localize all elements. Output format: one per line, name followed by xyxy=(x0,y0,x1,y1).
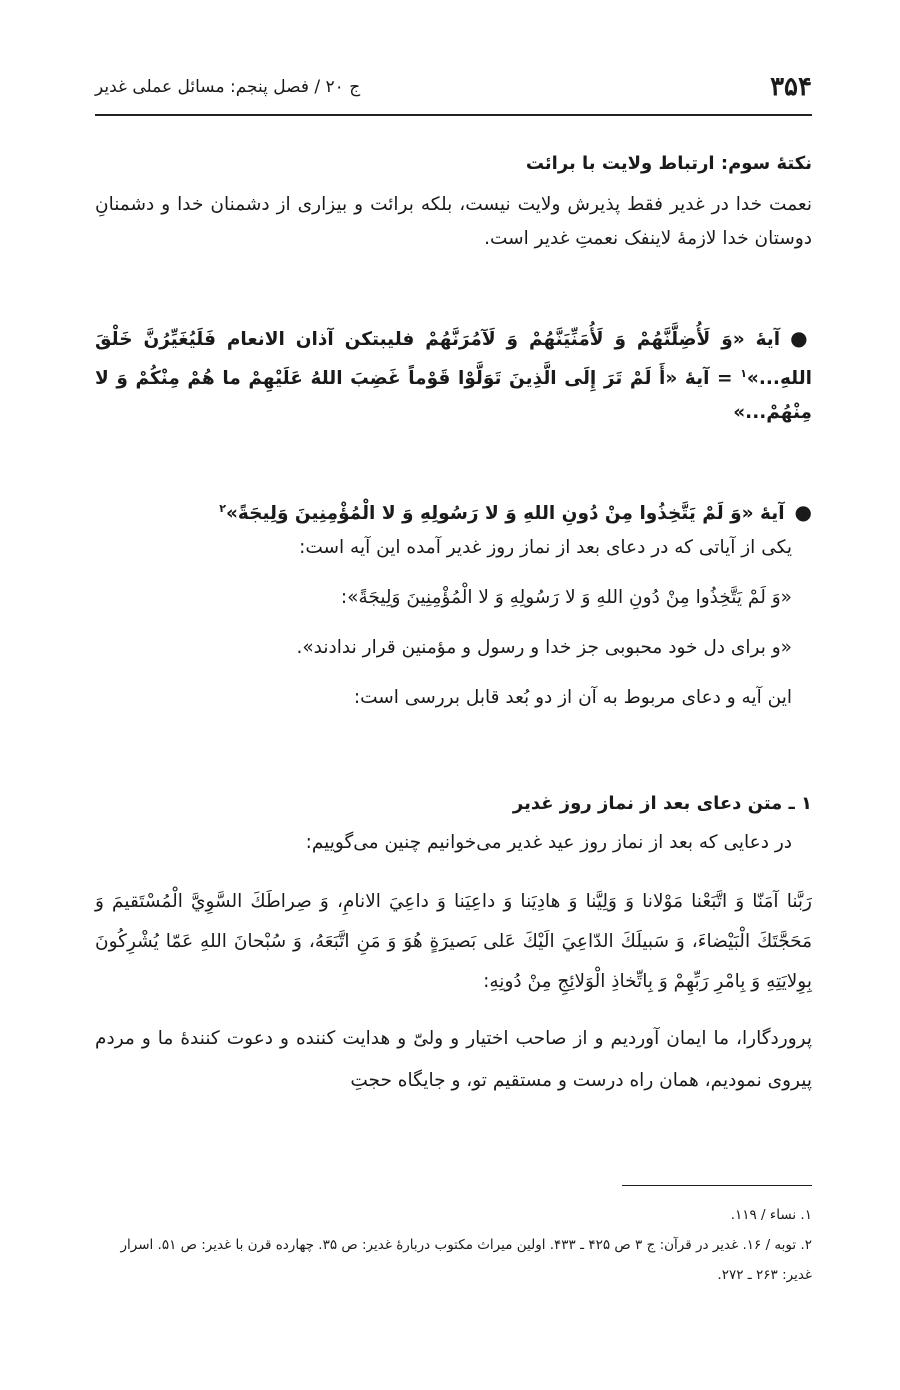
footnote-1: ۱. نساء / ۱۱۹. xyxy=(730,1207,812,1223)
bullet-dot-icon: ● xyxy=(790,326,812,350)
bullet-2 xyxy=(95,492,812,715)
subsection-1 xyxy=(95,790,812,1102)
footnote-2: ۲. توبه / ۱۶. غدیر در قرآن: ج ۳ ص ۴۲۵ ـ ۴۳۳. اولین میراث مکتوب دربارهٔ غدیر: ص ۳۵. چهارده قرن با غدیر: ص ۵۱. اسرار غدیر: ۲۶۳ ـ ۲۷۲. xyxy=(120,1237,812,1283)
subsection-intro: در دعایی که بعد از نماز روز عید غدیر می‌خوانیم چنین می‌گوییم: xyxy=(305,832,792,853)
page-number: ۳۵۴ xyxy=(770,72,812,102)
running-title: ج ۲۰ / فصل پنجم: مسائل عملی غدیر xyxy=(95,77,361,97)
quote-persian: «و برای دل خود محبوبی جز خدا و رسول و مؤمنین قرار ندادند». xyxy=(296,637,792,659)
section-3 xyxy=(95,150,812,256)
book-page xyxy=(95,0,812,1390)
footnote-ref-2: ۲ xyxy=(219,502,226,515)
footnote-rule xyxy=(622,1185,812,1186)
footnote-ref-1: ۱ xyxy=(740,367,747,380)
bullet-2-heading xyxy=(95,492,812,531)
bullet-2-text: آیهٔ «وَ لَمْ يَتَّخِذُوا مِنْ دُونِ اللهِ وَ لا رَسُولِهِ وَ لا الْمُؤْمِنِينَ وَلِيجَةً» xyxy=(225,503,785,525)
quote-arabic: «وَ لَمْ يَتَّخِذُوا مِنْ دُونِ اللهِ وَ لا رَسُولِهِ وَ لا الْمُؤْمِنِينَ وَلِيجَةً»: xyxy=(340,587,792,609)
bullet-1 xyxy=(95,321,812,430)
header-rule xyxy=(95,114,812,116)
bullet-2-line2: این آیه و دعای مربوط به آن از دو بُعد قابل بررسی است: xyxy=(353,687,792,709)
bullet-2-line1: یکی از آیاتی که در دعای بعد از نماز روز غدیر آمده این آیه است: xyxy=(299,537,792,559)
bullet-1-part1: آیهٔ «وَ لَأُضِلَّنَّهُمْ وَ لَأُمَنِّيَنَّهُمْ وَ لَآمُرَنَّهُمْ فليبتكن آذان الانعام فَلَيُغَيِّرُنَّ خَلْقَ اللهِ...» xyxy=(95,329,812,390)
section-title: نکتهٔ سوم: ارتباط ولایت با برائت xyxy=(525,153,812,174)
footnotes xyxy=(95,1200,812,1290)
bullet-1-part2: = آیهٔ «أَ لَمْ تَرَ إِلَى الَّذِينَ تَوَلَّوْا قَوْماً غَضِبَ اللهُ عَلَيْهِمْ ما هُمْ مِنْكُمْ وَ لا مِنْهُمْ...» xyxy=(95,368,812,424)
dua-translation: پروردگارا، ما ایمان آوردیم و از صاحب اختیار و ولیّ و هدایت کننده و دعوت کنندهٔ ما و مردم پیروی نمودیم، همان راه درست و مستقیم تو، و جایگاه حجتِ xyxy=(95,1028,812,1091)
section-body: نعمت خدا در غدیر فقط پذیرش ولایت نیست، بلکه برائت و بیزاری از دشمنان خدا و دشمنانِ دوستان خدا لازمهٔ لاینفک نعمتِ غدیر است. xyxy=(95,194,812,249)
page-header xyxy=(95,70,812,104)
dua-text: رَبَّنا آمَنّا وَ اتَّبَعْنا مَوْلانا وَ وَلِيَّنا وَ هادِيَنا وَ داعِيَنا وَ داعِيَ الانامِ، وَ صِراطَكَ السَّوِيَّ الْمُسْتَقيمَ وَ مَحَجَّتَكَ الْبَيْضاءَ، وَ سَبيلَكَ الدّاعِيَ الَيْكَ عَلى بَصيرَةٍ هُوَ وَ مَنِ اتَّبَعَهُ، وَ سُبْحانَ اللهِ عَمّا يُشْرِكُونَ بِوِلايَتِهِ وَ بِامْرِ رَبِّهِمْ وَ بِاتِّخاذِ الْوَلائِجِ مِنْ دُونِهِ: xyxy=(95,891,812,992)
bullet-dot-icon: ● xyxy=(794,500,812,525)
subsection-title: ۱ ـ متن دعای بعد از نماز روز غدیر xyxy=(512,793,812,814)
